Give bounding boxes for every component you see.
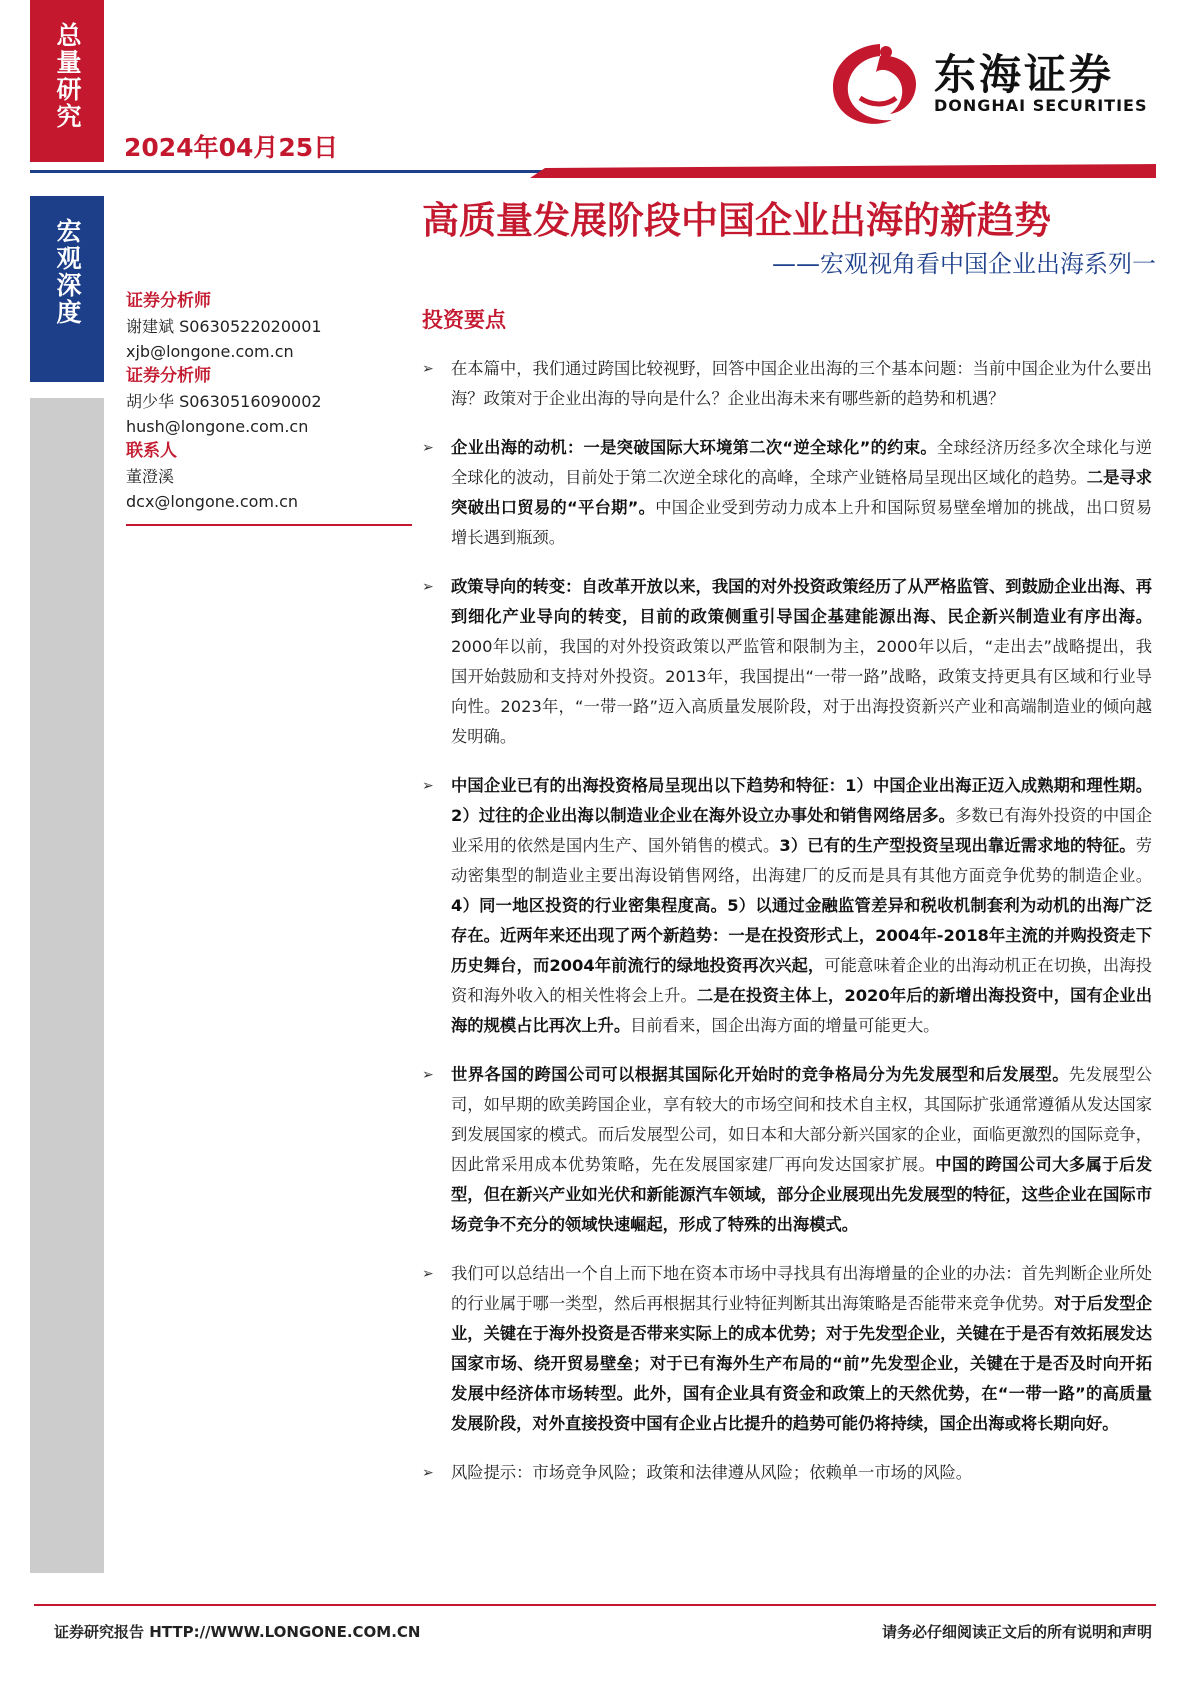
key-point-item bbox=[422, 572, 1152, 752]
key-point-item bbox=[422, 1458, 1152, 1488]
key-points-list bbox=[422, 354, 1152, 1507]
analyst-name: 胡少华 S0630516090002 bbox=[126, 392, 322, 411]
report-subtitle: ——宏观视角看中国企业出海系列一 bbox=[772, 250, 1156, 278]
footer-disclaimer: 请务必仔细阅读正文后的所有说明和声明 bbox=[881, 1623, 1152, 1641]
key-point-bold-text: 中国企业已有的出海投资格局呈现出以下趋势和特征：1）中国企业出海正迈入成熟期和理性期。2）过往的企业出海以制造业企业在海外设立办事处和销售网络居多。 bbox=[451, 776, 1152, 825]
contact-role: 联系人 bbox=[126, 441, 177, 461]
contact-email[interactable]: dcx@longone.com.cn bbox=[126, 492, 299, 511]
footer-divider bbox=[34, 1604, 1156, 1606]
header-divider bbox=[30, 164, 1156, 178]
arrow-bullet-icon: ➢ bbox=[422, 1067, 434, 1083]
key-point-bold-text: 对于后发型企业，关键在于海外投资是否带来实际上的成本优势；对于先发型企业，关键在于是否有效拓展发达国家市场、绕开贸易壁垒；对于已有海外生产布局的“前”先发型企业，关键在于是否及时向开拓发展中经济体市场转型。此外，国有企业具有资金和政策上的天然优势，在“一带一路”的高质量发展阶段，对外直接投资中国有企业占比提升的趋势可能仍将持续，国企出海或将长期向好。 bbox=[451, 1294, 1152, 1433]
key-point-text: 劳动密集型的制造业主要出海设销售网络，出海建厂的反而是具有其他方面竞争优势的制造企业。 bbox=[451, 836, 1152, 885]
key-point-text: 目前看来，国企出海方面的增量可能更大。 bbox=[630, 1016, 940, 1035]
key-point-text: 2000年以前，我国的对外投资政策以严监管和限制为主，2000年以后，“走出去”战略提出，我国开始鼓励和支持对外投资。2013年，我国提出“一带一路”战略，政策支持更具有区域和行业导向性。2023年，“一带一路”迈入高质量发展阶段，对于出海投资新兴产业和高端制造业的倾向越发明确。 bbox=[451, 637, 1152, 746]
key-point-bold-text: 4）同一地区投资的行业密集程度高。5）以通过金融监管差异和税收机制套利为动机的出海广泛存在。近两年来还出现了两个新趋势：一是在投资形式上，2004年-2018年主流的并购投资走下历史舞台，而2004年前流行的绿地投资再次兴起， bbox=[451, 896, 1152, 975]
category-tag-top: 总量研究 bbox=[30, 0, 104, 162]
key-point-bold-text: 世界各国的跨国公司可以根据其国际化开始时的竞争格局分为先发展型和后发展型。 bbox=[451, 1065, 1069, 1084]
key-point-item bbox=[422, 354, 1152, 414]
key-point-item bbox=[422, 433, 1152, 553]
logo-text-cn: 东海证券 bbox=[934, 50, 1115, 99]
key-point-item bbox=[422, 1259, 1152, 1439]
key-point-text: 可能意味着企业的出海动机正在切换，出海投资和海外收入的相关性将会上升。 bbox=[451, 956, 1152, 1005]
sidebar-gray-bar bbox=[30, 398, 104, 1573]
arrow-bullet-icon: ➢ bbox=[422, 1266, 434, 1282]
analyst-divider bbox=[126, 524, 412, 526]
arrow-bullet-icon: ➢ bbox=[422, 778, 434, 794]
analyst-name: 谢建斌 S0630522020001 bbox=[126, 317, 322, 336]
key-point-bold-text: 中国的跨国公司大多属于后发型，但在新兴产业如光伏和新能源汽车领域，部分企业展现出先发展型的特征，这些企业在国际市场竞争不充分的领域快速崛起，形成了特殊的出海模式。 bbox=[451, 1155, 1152, 1234]
analyst-email[interactable]: xjb@longone.com.cn bbox=[126, 342, 294, 361]
key-point-text: 中国企业受到劳动力成本上升和国际贸易壁垒增加的挑战，出口贸易增长遇到瓶颈。 bbox=[451, 498, 1152, 547]
key-point-bold-text: 3）已有的生产型投资呈现出靠近需求地的特征。 bbox=[779, 836, 1136, 855]
key-point-item bbox=[422, 1060, 1152, 1240]
key-point-text: 我们可以总结出一个自上而下地在资本市场中寻找具有出海增量的企业的办法：首先判断企业所处的行业属于哪一类型，然后再根据其行业特征判断其出海策略是否能带来竞争优势。 bbox=[451, 1264, 1152, 1313]
key-point-text: 在本篇中，我们通过跨国比较视野，回答中国企业出海的三个基本问题：当前中国企业为什么要出海？政策对于企业出海的导向是什么？企业出海未来有哪些新的趋势和机遇？ bbox=[451, 359, 1152, 408]
category-tag-mid: 宏观深度 bbox=[30, 196, 104, 382]
report-date: 2024年04月25日 bbox=[124, 133, 339, 162]
analyst-role: 证券分析师 bbox=[126, 366, 211, 386]
logo-text-en: DONGHAI SECURITIES bbox=[934, 96, 1148, 115]
key-point-text: 多数已有海外投资的中国企业采用的依然是国内生产、国外销售的模式。 bbox=[451, 806, 1152, 855]
key-point-bold-text: 政策导向的转变：自改革开放以来，我国的对外投资政策经历了从严格监管、到鼓励企业出海、再到细化产业导向的转变，目前的政策侧重引导国企基建能源出海、民企新兴制造业有序出海。 bbox=[451, 577, 1152, 626]
report-title: 高质量发展阶段中国企业出海的新趋势 bbox=[422, 199, 1051, 242]
key-point-bold-text: 企业出海的动机：一是突破国际大环境第二次“逆全球化”的约束。 bbox=[451, 438, 937, 457]
arrow-bullet-icon: ➢ bbox=[422, 579, 434, 595]
analyst-email[interactable]: hush@longone.com.cn bbox=[126, 417, 309, 436]
key-point-bold-text: 二是在投资主体上，2020年后的新增出海投资中，国有企业出海的规模占比再次上升。 bbox=[451, 986, 1152, 1035]
key-point-text: 风险提示：市场竞争风险；政策和法律遵从风险；依赖单一市场的风险。 bbox=[451, 1463, 973, 1482]
section-heading: 投资要点 bbox=[422, 308, 506, 332]
key-point-text: 先发展型公司，如早期的欧美跨国企业，享有较大的市场空间和技术自主权，其国际扩张通常遵循从发达国家到发展国家的模式。而后发展型公司，如日本和大部分新兴国家的企业，面临更激烈的国际竞争，因此常采用成本优势策略，先在发展国家建厂再向发达国家扩展。 bbox=[451, 1065, 1152, 1174]
key-point-bold-text: 二是寻求突破出口贸易的“平台期”。 bbox=[451, 468, 1152, 517]
key-point-text: 全球经济历经多次全球化与逆全球化的波动，目前处于第二次逆全球化的高峰，全球产业链格局呈现出区域化的趋势。 bbox=[451, 438, 1152, 487]
arrow-bullet-icon: ➢ bbox=[422, 1465, 434, 1481]
arrow-bullet-icon: ➢ bbox=[422, 361, 434, 377]
analyst-panel bbox=[126, 289, 411, 514]
key-point-item bbox=[422, 771, 1152, 1041]
footer-website[interactable]: 证券研究报告 HTTP://WWW.LONGONE.COM.CN bbox=[54, 1623, 421, 1641]
analyst-role: 证券分析师 bbox=[126, 291, 211, 311]
contact-name: 董澄溪 bbox=[126, 467, 175, 486]
arrow-bullet-icon: ➢ bbox=[422, 440, 434, 456]
